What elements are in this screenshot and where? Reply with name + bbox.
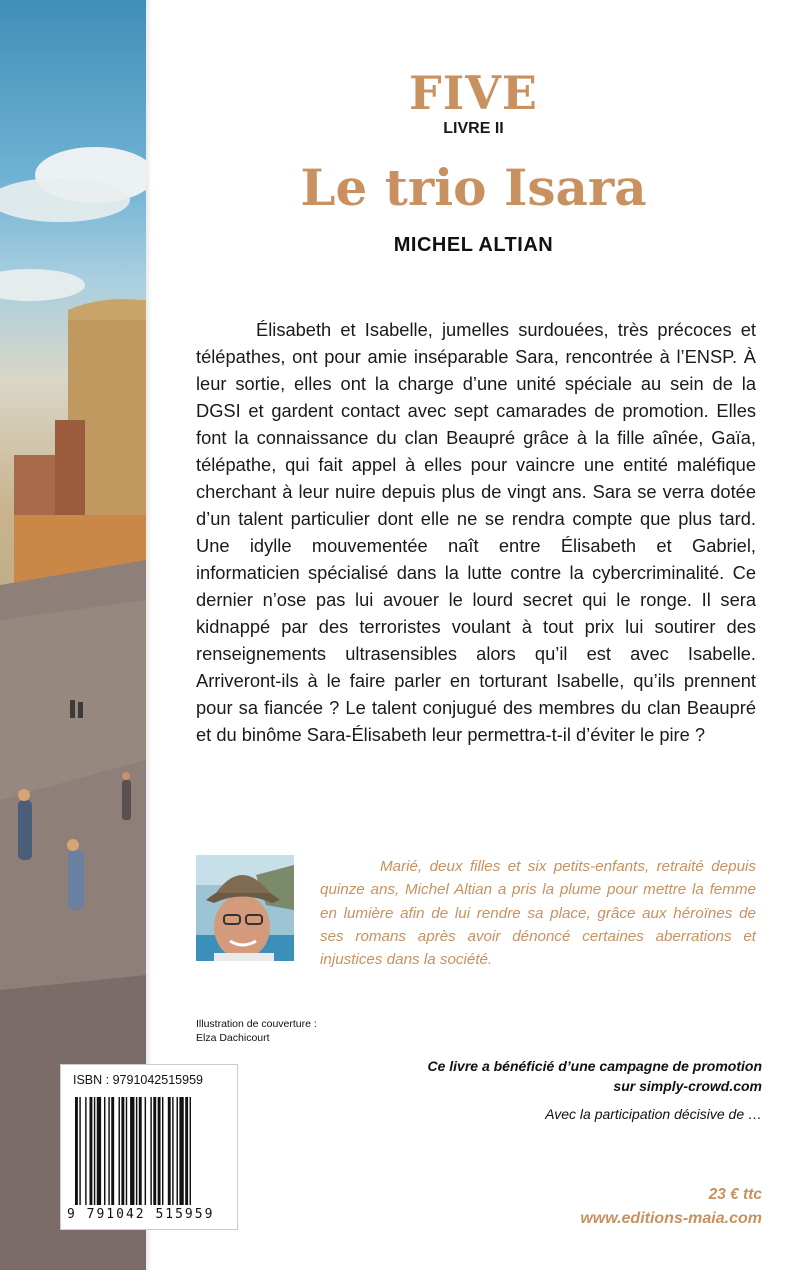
promotion-line-2: sur simply-crowd.com (613, 1078, 762, 1094)
promotion-note (427, 1056, 762, 1096)
barcode-bars (75, 1097, 225, 1205)
isbn-barcode (60, 1064, 238, 1230)
price: 23 € ttc (708, 1186, 762, 1203)
book-summary: Élisabeth et Isabelle, jumelles surdouées, très précoces et télépathes, ont pour amie inséparable Sara, rencontrée à l’ENSP. À leur sortie, elles ont la charge d’une unité spéciale au sein de la DGSI et gardent contact avec sept camarades de promotion. Elles font la connaissance du clan Beaupré grâce à la fille aînée, Gaïa, télépathe, qui fait appel à elles pour vaincre une entité maléfique cherchant à leur nuire depuis plus de vingt ans. Sara se verra dotée d’un talent particulier dont elle ne se rendra compte que plus tard. Une idylle mouvementée naît entre Élisabeth et Gabriel, informaticien spécialisé dans la lutte contre la cybercriminalité. Ce dernier n’ose pas lui avouer le lourd secret qui le ronge. Il sera kidnappé par des terroristes voulant à tout prix lui soutirer des renseignements ultrasensibles alors qu’il est avec Isabelle. Arriveront-ils à le faire parler en torturant Isabelle, qu’ils prennent pour sa fiancée ? Le talent conjugué des membres du clan Beaupré et du binôme Sara-Élisabeth leur permettra-t-il d’éviter le pire ? (196, 319, 756, 745)
series-title: FIVE (409, 66, 538, 120)
barcode-digits: 9 791042 515959 (67, 1207, 215, 1222)
author-portrait-image (196, 855, 294, 961)
author-photo (196, 855, 294, 961)
credit-illustrator: Elza Dachicourt (196, 1032, 270, 1044)
isbn-label: ISBN : 9791042515959 (73, 1073, 203, 1087)
publisher-website: www.editions-maia.com (580, 1210, 762, 1227)
book-title: Le trio Isara (300, 158, 647, 217)
credit-label: Illustration de couverture : (196, 1018, 317, 1030)
volume-label: LIVRE II (443, 120, 504, 137)
participation-note: Avec la participation décisive de … (545, 1106, 762, 1122)
author-name: MICHEL ALTIAN (393, 234, 554, 256)
author-bio: Marié, deux filles et six petits-enfants, retraité depuis quinze ans, Michel Altian a pris la plume pour mettre la femme en lumière afin de lui rendre sa place, grâce aux héroïnes de ses romans après avoir dénoncé certaines aberrations et injustices dans la société. (320, 858, 756, 969)
illustration-credit (196, 1017, 317, 1045)
promotion-line-1: Ce livre a bénéficié d’une campagne de promotion (427, 1058, 762, 1074)
